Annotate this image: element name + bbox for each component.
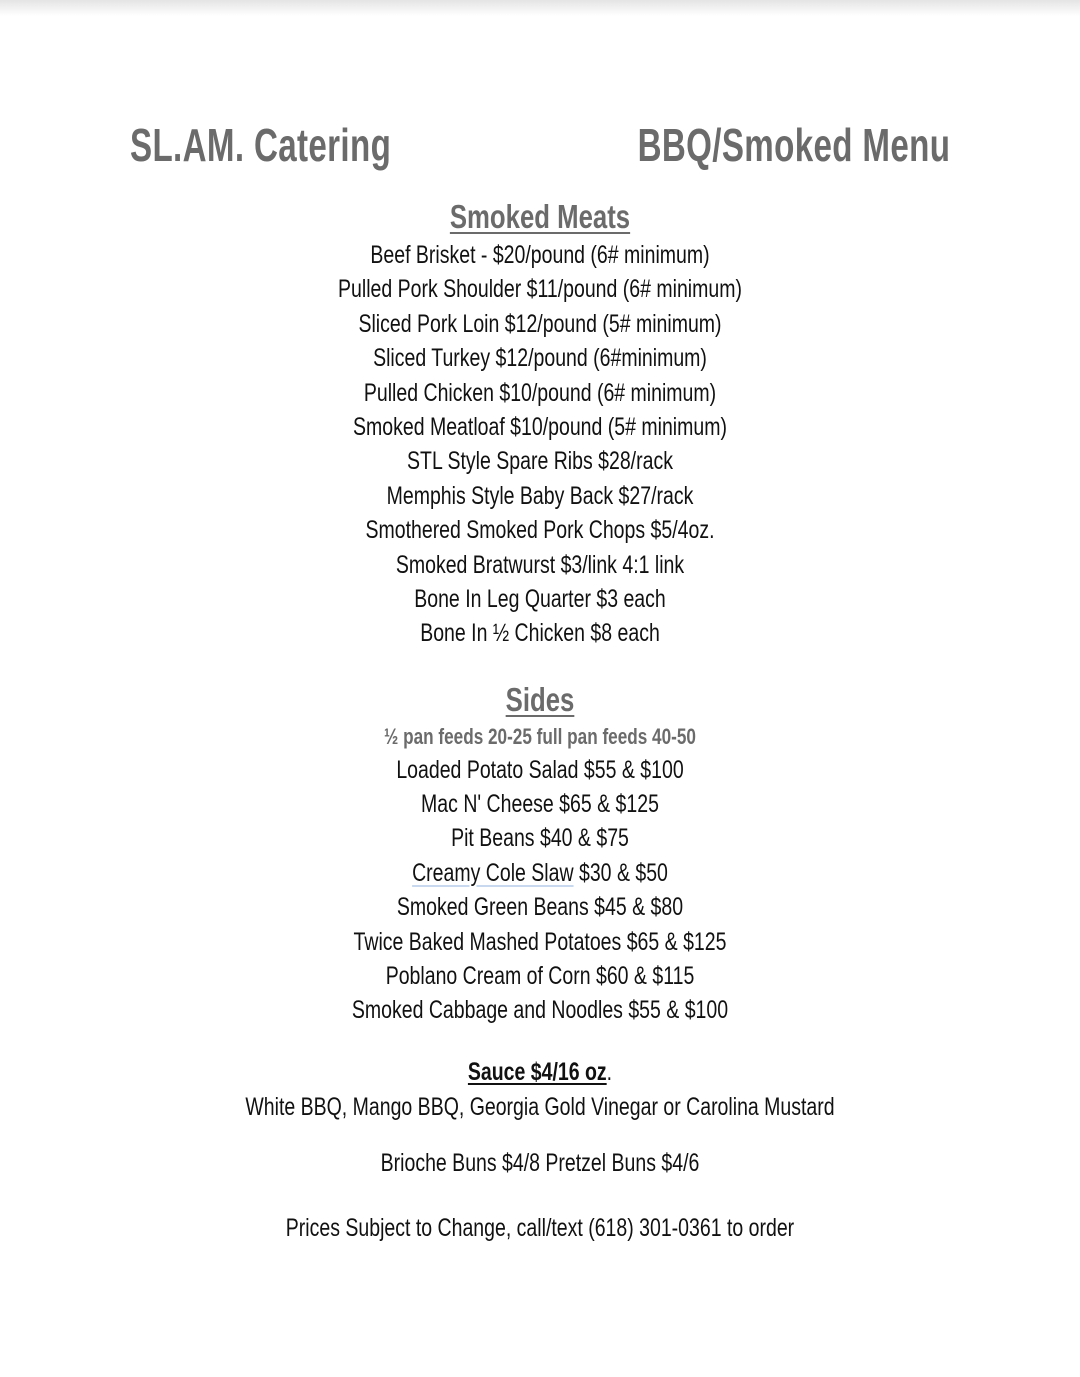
menu-item: Sliced Turkey $12/pound (6#minimum): [373, 344, 707, 373]
menu-item: STL Style Spare Ribs $28/rack: [407, 447, 673, 476]
menu-item-cole-slaw: [119, 856, 961, 890]
menu-item: Twice Baked Mashed Potatoes $65 & $125: [353, 927, 727, 956]
menu-item: Mac N' Cheese $65 & $125: [421, 790, 659, 819]
page-top-shadow: [0, 0, 1080, 16]
menu-item: Loaded Potato Salad $55 & $100: [396, 755, 684, 784]
cole-slaw-price: $30 & $50: [578, 858, 668, 887]
menu-header: [0, 118, 1080, 178]
menu-item: Smoked Green Beans $45 & $80: [396, 893, 684, 922]
menu-item: Beef Brisket - $20/pound (6# minimum): [370, 241, 710, 269]
sauce-heading: [119, 1054, 961, 1090]
menu-item: Smoked Bratwurst $3/link 4:1 link: [395, 550, 685, 579]
menu-item: Pulled Chicken $10/pound (6# minimum): [363, 378, 717, 407]
menu-item: Pit Beans $40 & $75: [451, 824, 629, 853]
menu-item: Smothered Smoked Pork Chops $5/4oz.: [365, 516, 715, 545]
menu-item: Poblano Cream of Corn $60 & $115: [385, 962, 695, 991]
sauce-heading-text: Sauce $4/16 oz: [467, 1057, 607, 1086]
menu-item: Bone In ½ Chicken $8 each: [420, 619, 660, 648]
menu-item: Memphis Style Baby Back $27/rack: [386, 481, 694, 510]
cole-slaw-label: Creamy Cole Slaw: [412, 858, 574, 887]
sides-heading: Sides: [505, 680, 575, 718]
sauce-options: White BBQ, Mango BBQ, Georgia Gold Vinegar or Carolina Mustard: [245, 1092, 835, 1121]
menu-item: Sliced Pork Loin $12/pound (5# minimum): [358, 309, 722, 338]
buns-line: Brioche Buns $4/8 Pretzel Buns $4/6: [380, 1149, 700, 1178]
sides-pan-note: ½ pan feeds 20-25 full pan feeds 40-50: [384, 723, 696, 749]
menu-item: Smoked Meatloaf $10/pound (5# minimum): [353, 412, 727, 441]
brand-name: SL.AM. Catering: [130, 119, 392, 171]
footer-note: Prices Subject to Change, call/text (618) 301-0361 to order: [285, 1213, 795, 1242]
menu-item: Bone In Leg Quarter $3 each: [414, 584, 666, 613]
sauce-heading-suffix: .: [606, 1057, 613, 1086]
smoked-meats-heading: Smoked Meats: [449, 198, 631, 235]
menu-content: [0, 196, 1080, 1245]
menu-item: Smoked Cabbage and Noodles $55 & $100: [351, 996, 729, 1025]
menu-title: BBQ/Smoked Menu: [637, 119, 950, 171]
menu-item: Pulled Pork Shoulder $11/pound (6# minimum): [338, 275, 742, 304]
